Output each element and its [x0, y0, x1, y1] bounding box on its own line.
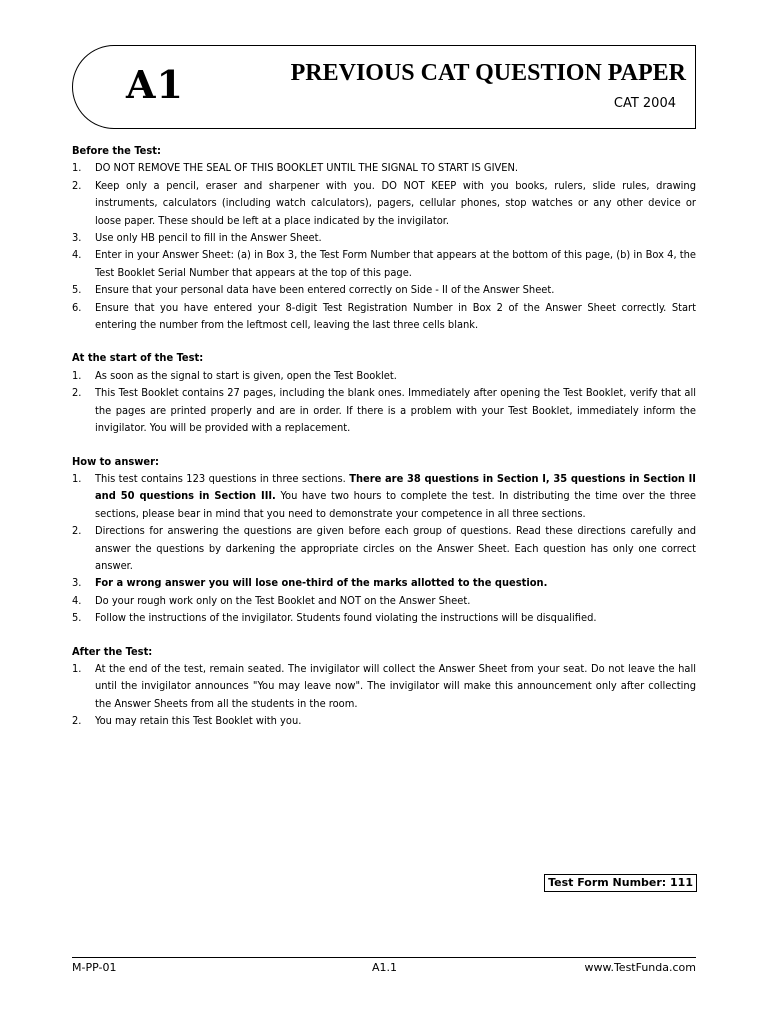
list-item: 2. You may retain this Test Booklet with you.: [72, 714, 302, 728]
instruction-list: [72, 660, 696, 730]
list-item: 6. Ensure that you have entered your 8-digit Test Registration Number in Box 2 of the Answer Sheet correctly. Start entering the number from the leftmost cell, leaving the last three cells blank.: [72, 300, 696, 332]
page-subtitle: CAT 2004: [613, 96, 676, 111]
instruction-list: [72, 159, 696, 333]
list-item: 1. DO NOT REMOVE THE SEAL OF THIS BOOKLET UNTIL THE SIGNAL TO START IS GIVEN.: [72, 161, 519, 175]
section-before-test: [72, 142, 696, 333]
list-item: 1. At the end of the test, remain seated. The invigilator will collect the Answer Sheet from your seat. Do not leave the hall until the invigilator announces "You may leave now". The invigilator will make this announcement only after collecting the Answer Sheets from all the students in the room.: [72, 661, 696, 710]
instructions: [72, 142, 696, 746]
page-title: PREVIOUS CAT QUESTION PAPER: [290, 60, 686, 86]
list-item: 3. Use only HB pencil to fill in the Answer Sheet.: [72, 231, 322, 245]
footer-divider: [72, 957, 696, 958]
list-item: 3. For a wrong answer you will lose one-third of the marks allotted to the question.: [72, 576, 548, 590]
section-heading: Before the Test:: [72, 144, 161, 157]
list-item: 4. Do your rough work only on the Test Booklet and NOT on the Answer Sheet.: [72, 593, 471, 607]
section-start-of-test: [72, 349, 696, 436]
section-after-test: [72, 643, 696, 730]
instruction-list: [72, 367, 696, 437]
page-number: A1.1: [372, 961, 398, 974]
list-item: 5. Ensure that your personal data have been entered correctly on Side - II of the Answer Sheet.: [72, 283, 555, 297]
list-item: 2. Keep only a pencil, eraser and sharpener with you. DO NOT KEEP with you books, rulers, slide rules, drawing instruments, calculators (including watch calculators), pagers, cellular phones, stop watches or any other device or loose paper. These should be left at a place indicated by the invigilator.: [72, 178, 696, 227]
section-how-to-answer: [72, 453, 696, 627]
document-code: M-PP-01: [72, 961, 117, 974]
list-item: 2. This Test Booklet contains 27 pages, including the blank ones. Immediately after opening the Test Booklet, verify that all the pages are printed properly and are in order. If there is a problem with your Test Booklet, immediately inform the invigilator. You will be provided with a replacement.: [72, 386, 696, 435]
list-item: 1. This test contains 123 questions in three sections. There are 38 questions in Section I, 35 questions in Section II and 50 questions in Section III. You have two hours to complete the test. In distributing the time over the three sections, please bear in mind that you need to demonstrate your competence in all three sections.: [72, 471, 696, 520]
list-item: 1. As soon as the signal to start is given, open the Test Booklet.: [72, 368, 397, 382]
website-url: www.TestFunda.com: [584, 961, 696, 974]
booklet-code-badge: A1: [126, 62, 184, 107]
list-item: 5. Follow the instructions of the invigilator. Students found violating the instructions will be disqualified.: [72, 611, 597, 625]
instruction-list: [72, 470, 696, 627]
section-heading: At the start of the Test:: [72, 351, 204, 365]
section-heading: How to answer:: [72, 454, 159, 468]
list-item: 4. Enter in your Answer Sheet: (a) in Box 3, the Test Form Number that appears at the bottom of this page, (b) in Box 4, the Test Booklet Serial Number that appears at the top of this page.: [72, 248, 696, 279]
list-item: 2. Directions for answering the questions are given before each group of questions. Read these directions carefully and answer the questions by darkening the appropriate circles on the Answer Sheet. Each question has only one correct answer.: [72, 524, 696, 572]
section-heading: After the Test:: [72, 644, 153, 658]
test-form-number: Test Form Number: 111: [544, 874, 697, 892]
